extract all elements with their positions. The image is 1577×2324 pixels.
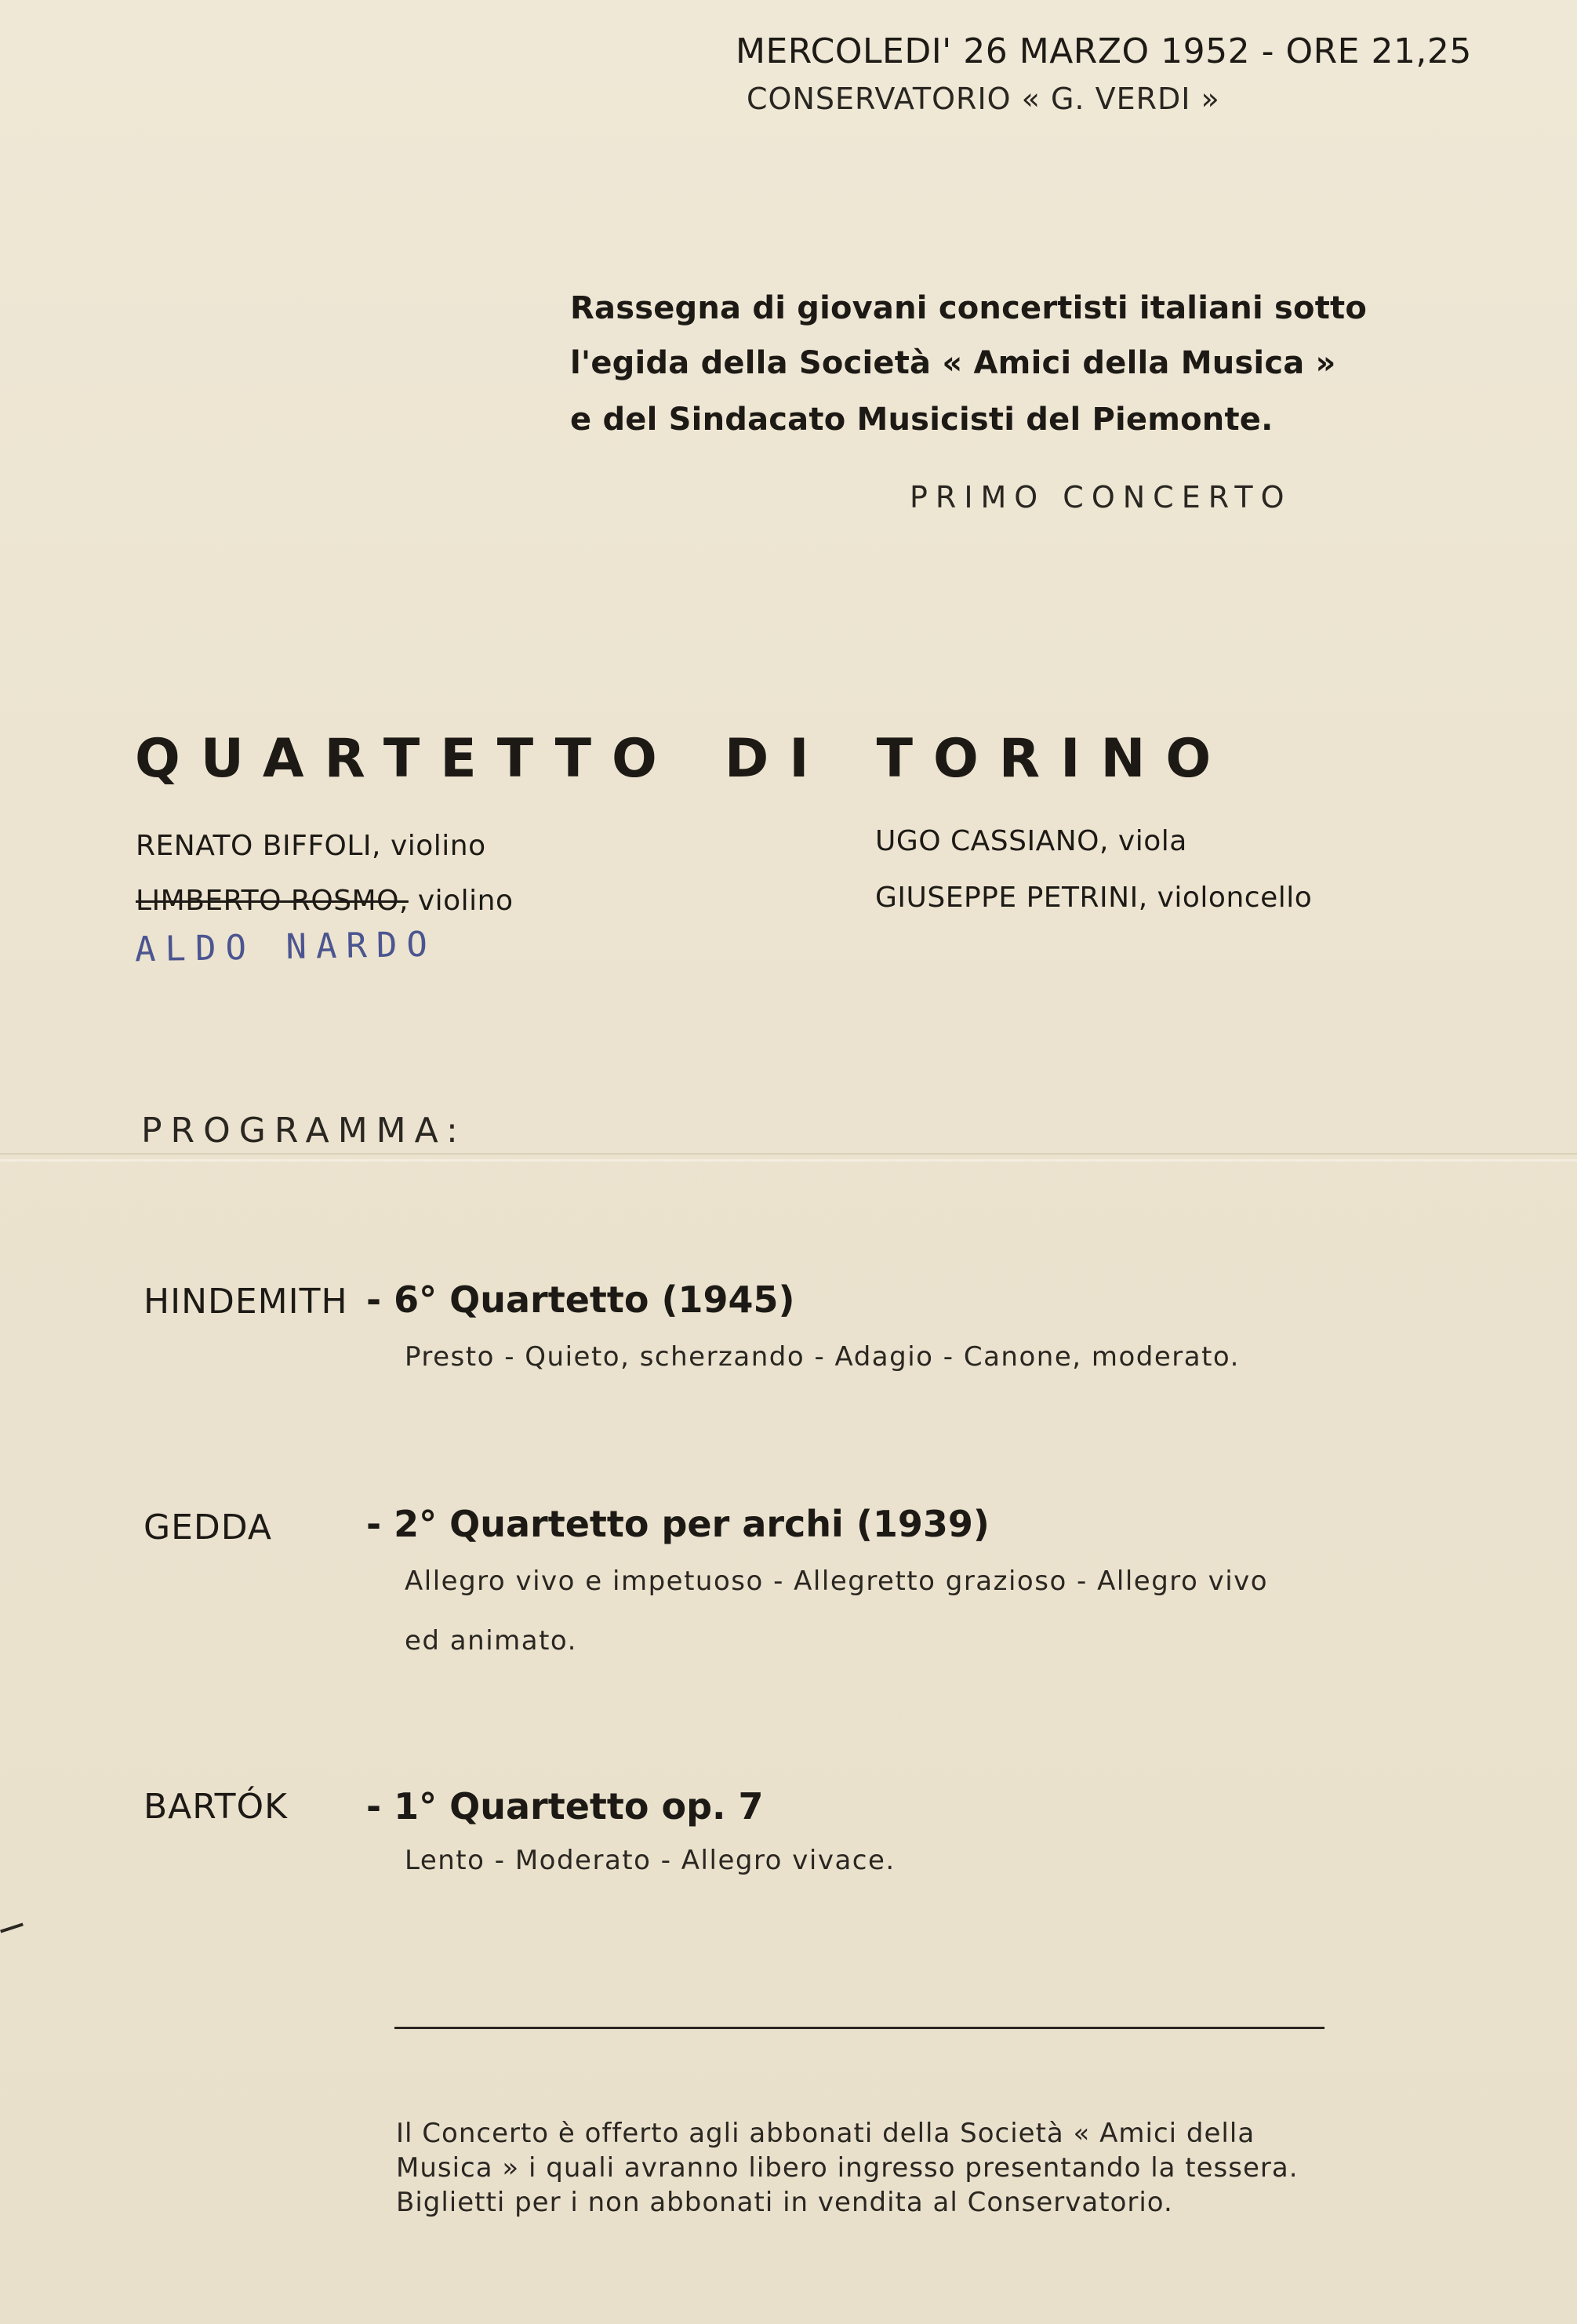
intro-line: l'egida della Società « Amici della Musica » [570,345,1336,381]
member-role: violino [417,885,514,917]
member-role: violoncello [1157,882,1313,914]
ensemble-title-part: DI [724,728,830,790]
member-entry [875,825,1187,857]
handwritten-correction: ALDO NARDO [134,924,438,970]
ensemble-title [135,728,1231,790]
footer-line: Musica » i quali avranno libero ingresso presentando la tessera. [396,2152,1299,2184]
work-movements: Presto - Quieto, scherzando - Adagio - Canone, moderato. [405,1341,1240,1373]
member-name-struck: LIMBERTO ROSMO, [136,885,409,917]
member-entry [136,830,486,862]
member-name: GIUSEPPE PETRINI, [875,882,1148,914]
concert-venue: CONSERVATORIO « G. VERDI » [747,82,1220,116]
ensemble-title-part: TORINO [876,728,1232,790]
work-movements: Allegro vivo e impetuoso - Allegretto grazioso - Allegro vivo [405,1566,1269,1597]
member-name: RENATO BIFFOLI, [136,830,381,862]
composer-name: BARTÓK [144,1787,289,1827]
work-movements: ed animato. [405,1625,577,1657]
work-title: - 2° Quartetto per archi (1939) [366,1503,990,1545]
composer-name: HINDEMITH [144,1282,348,1322]
work-movements: Lento - Moderato - Allegro vivace. [405,1845,896,1876]
program-heading: PROGRAMMA: [141,1111,467,1151]
footer-divider [394,2027,1324,2029]
work-title: - 1° Quartetto op. 7 [366,1785,764,1828]
concert-date-time: MERCOLEDI' 26 MARZO 1952 - ORE 21,25 [736,31,1472,71]
member-role: violino [390,830,486,862]
intro-line: Rassegna di giovani concertisti italiani sotto [570,290,1368,326]
member-entry [136,885,514,917]
member-role: viola [1117,825,1187,857]
intro-line: e del Sindacato Musicisti del Piemonte. [570,402,1274,438]
member-name: UGO CASSIANO, [875,825,1109,857]
member-entry [875,882,1312,914]
paper-fold-highlight [0,1159,1577,1162]
footer-line: Il Concerto è offerto agli abbonati della Società « Amici della [396,2118,1255,2149]
composer-name: GEDDA [144,1508,272,1548]
work-title: - 6° Quartetto (1945) [366,1278,795,1321]
ensemble-title-part: QUARTETTO [135,728,678,790]
footer-line: Biglietti per i non abbonati in vendita al Conservatorio. [396,2187,1173,2218]
pen-mark [0,1922,24,1933]
concert-number-label: PRIMO CONCERTO [910,480,1292,515]
paper-fold-line [0,1153,1577,1155]
